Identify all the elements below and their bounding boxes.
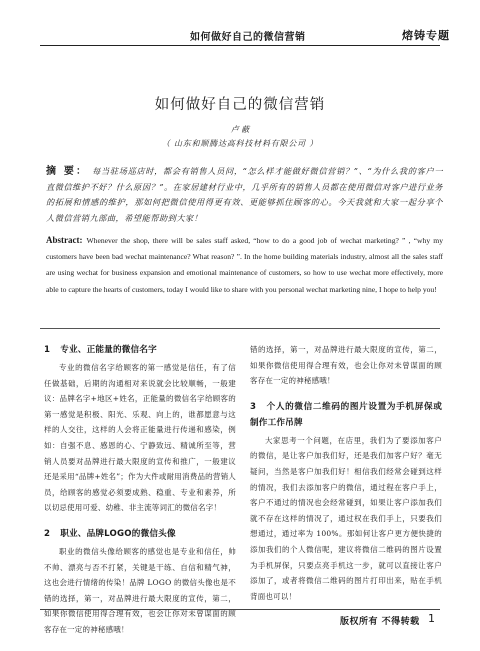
section-paragraph: 大家思考一个问题，在店里，我们为了要添加客户的微信，是让客户加我们好，还是我们加客户好？毫无疑问，当然是客户加我们好！相信我们经常会碰到这样的情况，我们去添加客户的微信，通过程在客户手上，客户不通过的情况也会经常碰到，如果让客户添加我们就不存在这样的情况了，通过权在我们手上，只要我们想通过，通过率为 100%。那如何让客户更方便快捷的添加我们的个人微信呢，建议将微信二维码的图片设置为手机屏保，只要点亮手机这一步，就可以直接让客户添加了，或者将微信二维码的图片打印出来，贴在手机背面也可以！ (250, 435, 442, 601)
section-paragraph-continued: 错的选择，第一，对品牌进行最大限度的宣传，第二，如果你微信使用得合理有效，也会让你对未曾谋面的顾客存在一定的神秘感哦！ (250, 345, 442, 386)
copyright-notice: 版权所有 不得转载 (340, 617, 420, 627)
section-heading-text: 专业、正能量的微信名字 (60, 345, 157, 355)
footer-rule (40, 609, 440, 610)
section-paragraph: 专业的微信名字给顾客的第一感觉是信任，有了信任做基础，后期的沟通相对来说就会比较顺畅，一般建议：品牌名字+地区+姓名，正能量的微信名字给顾客的第一感觉是积极、阳光、乐观、向上的，谁都愿意与这样的人交往，这样的人会将正能量进行传递和感染，例如：自强不息、感恩的心、宁静致远、精诚所至等，营销人员要对品牌进行最大限度的宣传和推广，一般建议还是采用“品牌+姓名”；作为大件或耐用消费品的营销人员，给顾客的感觉必须要成熟、稳重、专业和素养，所以切忌使用可爱、幼稚、非主流等词汇的微信名字！ (44, 363, 236, 513)
header-rule (40, 45, 440, 46)
section-heading-2 (44, 526, 236, 542)
section-number: 1 (44, 345, 51, 355)
running-header-title: 如何做好自己的微信营销 (190, 32, 306, 43)
section-number: 2 (44, 528, 51, 539)
section-number: 3 (250, 401, 257, 412)
author-name: 卢 蔽 (230, 125, 250, 134)
section-spacer (250, 389, 442, 399)
abstract-chinese-label: 摘 要： (46, 166, 89, 177)
section-heading-3 (250, 399, 442, 431)
abstract-english-text: Whenever the shop, there will be sales staff asked, “how to do a good job of wechat marketing? ” , “why my customers have been bad wechat maintenance? What reason? ”. In the home building materials industry, almost all the sales staff are using wechat for business expansion and emotional maintenance of customers, so how to use wechat more effectively, more able to capture the hearts of customers, today I would like to share with you personal wechat marketing nine, I hope to help you! (46, 236, 443, 294)
section-heading-text: 个人的微信二维码的图片设置为手机屏保或制作工作吊牌 (250, 401, 442, 428)
running-header (0, 28, 480, 46)
abstract-chinese-text: 每当驻场巡店时，都会有销售人员问，“怎么样才能做好微信营销？”、“为什么我的客户一直微信维护不好？什么原因？”。在家居建材行业中，几乎所有的销售人员都在使用微信对客户进行业务的拓展和情感的维护，那如何把微信使用得更有效、更能够抓住顾客的心。今天我就和大家一起分享个人微信营销九部曲，希望能帮助到大家！ (46, 166, 444, 223)
abstract-divider (40, 328, 440, 329)
section-paragraph: 职业的微信头像给顾客的感觉也是专业和信任，帅不帅、漂亮与否不打紧，关键是干练、自信和精气神，这也会进行情绪的传染！品牌 LOGO 的微信头像也是不错的选择，第一，对品牌进行最大限度的宣传，第二，如果你微信使用得合理有效，也会让你对未曾谋面的顾客存在一定的神秘感哦！ (44, 546, 236, 634)
section-tag: 熔铸专题 (402, 29, 450, 42)
abstract-english-label: Abstract: (46, 235, 83, 245)
body-column-left (44, 342, 236, 634)
body-column-right (250, 342, 442, 604)
section-spacer (44, 516, 236, 526)
page-number: 1 (428, 612, 435, 625)
author-affiliation: （ 山东和顺腾达高科技材料有限公司 ） (161, 139, 319, 148)
abstract-english (46, 232, 443, 298)
abstract-chinese (46, 164, 443, 226)
article-title: 如何做好自己的微信营销 (154, 97, 326, 113)
section-heading-text: 职业、品牌LOGO的微信头像 (60, 528, 176, 539)
section-heading-1 (44, 342, 236, 358)
